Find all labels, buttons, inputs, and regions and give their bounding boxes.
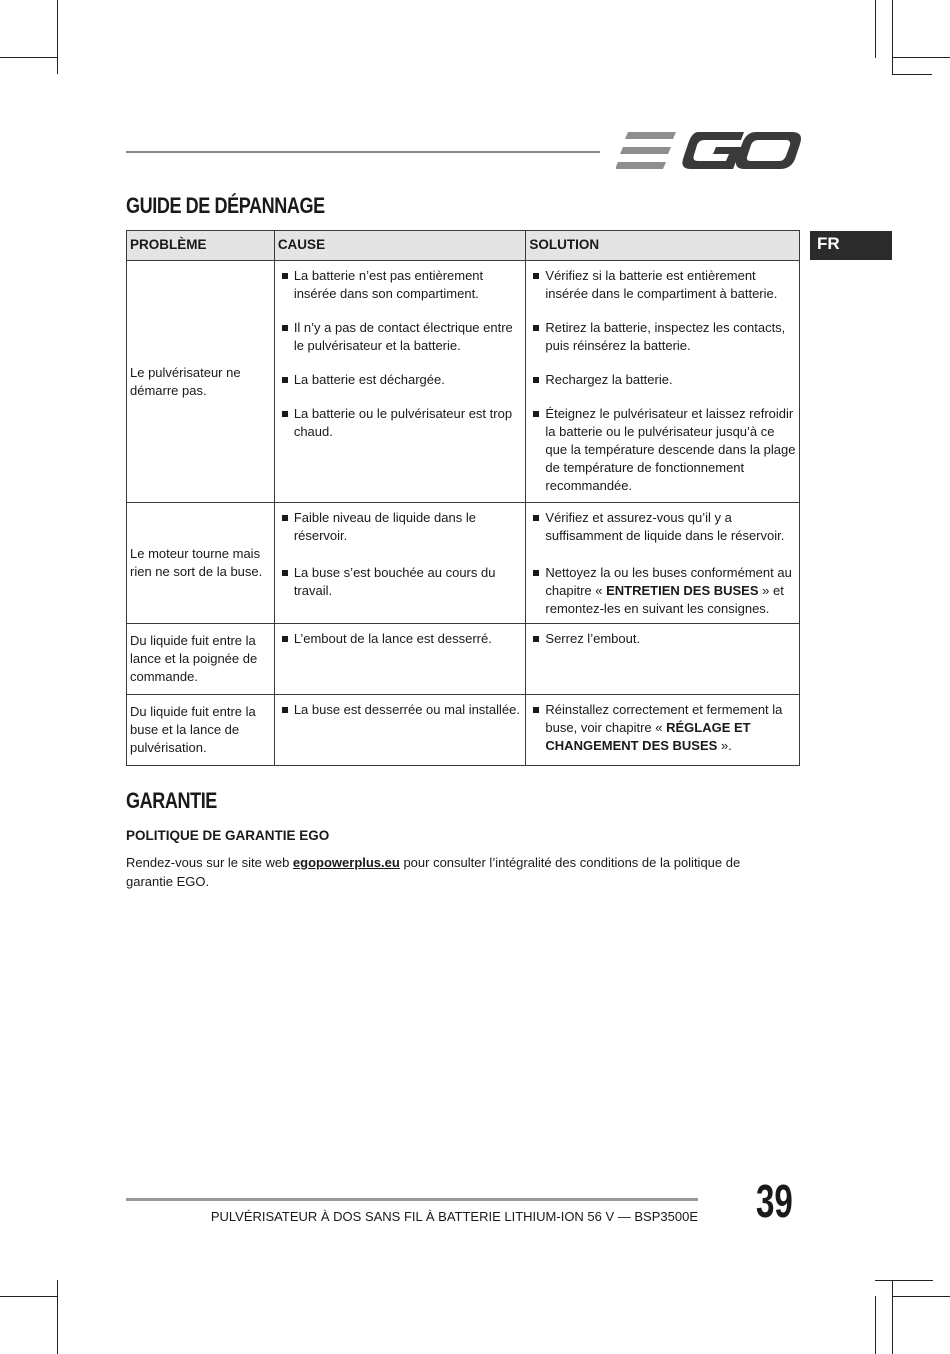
table-row	[127, 624, 800, 695]
troubleshooting-table	[126, 230, 800, 766]
cause-cell	[274, 261, 526, 503]
solution-item: Retirez la batterie, inspectez les contacts, puis réinsérez la batterie.	[529, 319, 796, 355]
cause-item: La buse s’est bouchée au cours du travail.	[278, 564, 523, 600]
cause-cell	[274, 624, 526, 695]
solution-item: Vérifiez si la batterie est entièrement insérée dans le compartiment à batterie.	[529, 267, 796, 303]
warranty-text: pour consulter l’intégralité des conditions de la politique de garantie EGO.	[126, 855, 741, 889]
cause-item: La buse est desserrée ou mal installée.	[278, 701, 523, 719]
solution-text: » et remontez-les en suivant les consignes.	[545, 583, 784, 616]
solution-item	[529, 564, 796, 618]
chapter-reference: RÉGLAGE ET CHANGEMENT DES BUSES	[545, 720, 751, 753]
solution-cell	[526, 503, 800, 624]
header-rule	[126, 151, 600, 153]
solution-item: Vérifiez et assurez-vous qu’il y a suffisamment de liquide dans le réservoir.	[529, 509, 796, 545]
crop-mark	[892, 0, 893, 74]
crop-mark	[892, 1280, 893, 1354]
section-title-warranty: GARANTIE	[126, 788, 217, 813]
cause-item: L’embout de la lance est desserré.	[278, 630, 523, 648]
crop-mark	[875, 1280, 933, 1281]
cause-cell	[274, 695, 526, 766]
column-header-cause: CAUSE	[274, 231, 526, 261]
table-header-row	[127, 231, 800, 261]
column-header-solution: SOLUTION	[526, 231, 800, 261]
solution-cell	[526, 624, 800, 695]
crop-mark	[875, 1296, 876, 1354]
page-number: 39	[756, 1175, 793, 1227]
problem-cell: Du liquide fuit entre la buse et la lance de pulvérisation.	[127, 695, 275, 766]
crop-mark	[875, 0, 876, 58]
ego-logo	[616, 128, 802, 174]
warranty-subtitle: POLITIQUE DE GARANTIE EGO	[126, 828, 330, 843]
warranty-text: Rendez-vous sur le site web	[126, 855, 293, 870]
language-tab: FR	[810, 231, 892, 260]
problem-cell: Le pulvérisateur ne démarre pas.	[127, 261, 275, 503]
solution-item: Rechargez la batterie.	[529, 371, 796, 389]
table-row	[127, 503, 800, 624]
crop-mark	[57, 0, 58, 74]
solution-text: Réinstallez correctement et fermement la buse, voir chapitre «	[545, 702, 783, 735]
footer-product-title: PULVÉRISATEUR À DOS SANS FIL À BATTERIE LITHIUM-ION 56 V — BSP3500E	[210, 1209, 698, 1224]
cause-item: Il n’y a pas de contact électrique entre le pulvérisateur et la batterie.	[278, 319, 523, 355]
cause-item: La batterie n’est pas entièrement insérée dans son compartiment.	[278, 267, 523, 303]
footer-rule	[126, 1198, 698, 1201]
cause-item: La batterie est déchargée.	[278, 371, 523, 389]
table-row	[127, 261, 800, 503]
crop-mark	[892, 74, 932, 75]
solution-text: Nettoyez la ou les buses conformément au chapitre «	[545, 565, 792, 598]
column-header-problem: PROBLÈME	[127, 231, 275, 261]
crop-mark	[892, 1296, 950, 1297]
cause-item: Faible niveau de liquide dans le réservoir.	[278, 509, 523, 545]
solution-cell	[526, 695, 800, 766]
website-link[interactable]: egopowerplus.eu	[292, 855, 400, 870]
problem-cell: Le moteur tourne mais rien ne sort de la buse.	[127, 503, 275, 624]
solution-item	[529, 701, 796, 755]
solution-cell	[526, 261, 800, 503]
crop-mark	[57, 1280, 58, 1354]
solution-item: Éteignez le pulvérisateur et laissez refroidir la batterie ou le pulvérisateur jusqu’à ce que la température descende dans la plage de température de fonctionnement recommandée.	[529, 405, 796, 495]
section-title-troubleshooting: GUIDE DE DÉPANNAGE	[126, 193, 325, 218]
crop-mark	[0, 57, 58, 58]
solution-text: ».	[717, 738, 732, 753]
warranty-paragraph	[126, 853, 786, 891]
cause-item: La batterie ou le pulvérisateur est trop chaud.	[278, 405, 523, 441]
table-row	[127, 695, 800, 766]
chapter-reference: ENTRETIEN DES BUSES	[606, 583, 759, 598]
solution-item: Serrez l’embout.	[529, 630, 796, 648]
crop-mark	[892, 57, 950, 58]
cause-cell	[274, 503, 526, 624]
crop-mark	[0, 1296, 58, 1297]
problem-cell: Du liquide fuit entre la lance et la poignée de commande.	[127, 624, 275, 695]
